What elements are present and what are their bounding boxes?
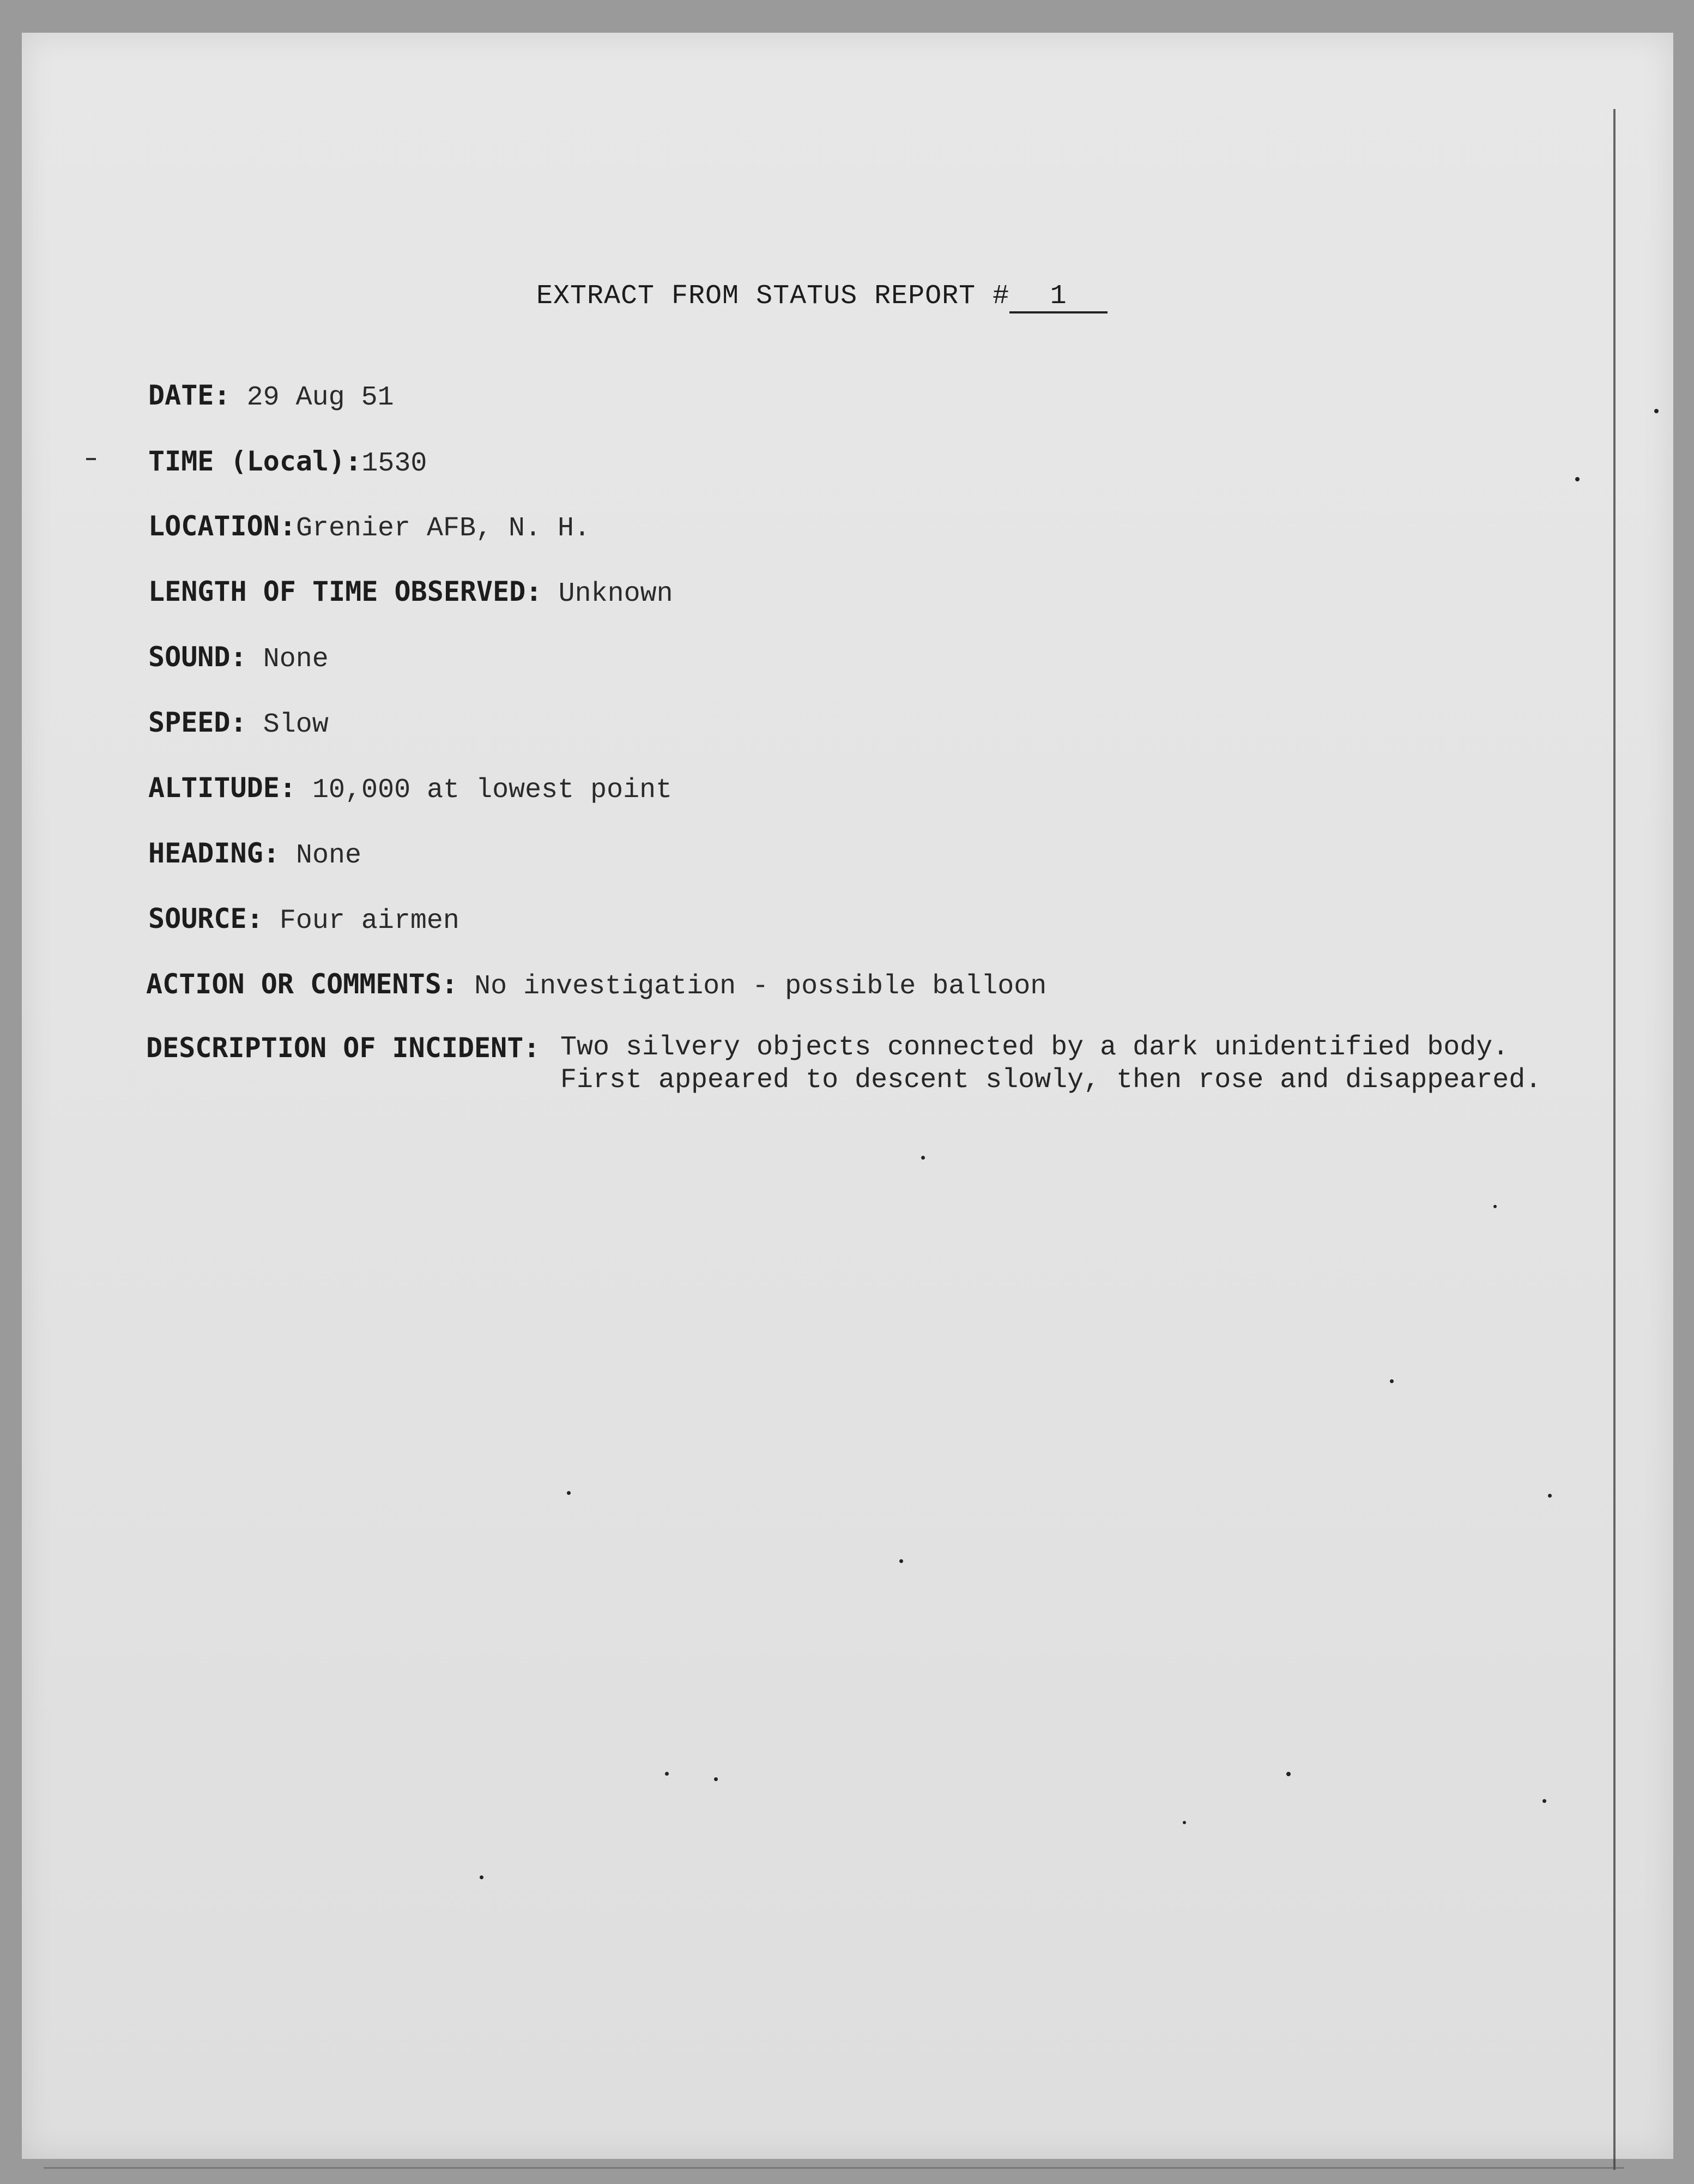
field-source	[148, 902, 459, 938]
margin-dash-mark	[86, 458, 96, 460]
scan-speck	[665, 1772, 669, 1776]
field-heading-label: HEADING:	[148, 837, 280, 869]
scan-speck	[1183, 1821, 1186, 1824]
field-time	[148, 445, 427, 480]
field-altitude	[148, 771, 672, 807]
field-altitude-label: ALTITUDE:	[148, 772, 296, 804]
field-altitude-value: 10,000 at lowest point	[312, 775, 673, 806]
field-length-of-time-label: LENGTH OF TIME OBSERVED:	[148, 576, 542, 607]
scan-speck	[714, 1777, 718, 1781]
description-label: DESCRIPTION OF INCIDENT:	[146, 1032, 540, 1064]
field-source-label: SOURCE:	[148, 903, 263, 934]
description-text	[560, 1031, 1541, 1097]
field-heading-value: None	[295, 840, 361, 871]
field-action-comments	[146, 968, 1046, 1003]
field-location-label: LOCATION:	[148, 510, 296, 542]
report-title-prefix: EXTRACT FROM STATUS REPORT #	[536, 281, 1010, 312]
field-length-of-time-value: Unknown	[558, 578, 673, 610]
document-page	[22, 33, 1673, 2159]
field-heading	[148, 837, 361, 872]
scan-speck	[1286, 1772, 1291, 1776]
field-source-value: Four airmen	[279, 906, 459, 937]
field-sound	[148, 641, 329, 676]
description-line-2: First appeared to descent slowly, then rose and disappeared.	[560, 1065, 1542, 1096]
field-location	[148, 510, 590, 545]
page-bottom-rule	[44, 2167, 1624, 2169]
field-sound-label: SOUND:	[148, 641, 247, 673]
field-date-value: 29 Aug 51	[246, 382, 394, 413]
scan-speck	[480, 1875, 483, 1879]
field-time-label: TIME (Local):	[148, 445, 362, 477]
scan-speck	[1390, 1379, 1394, 1383]
scan-speck	[1493, 1205, 1497, 1208]
report-number: 1	[1009, 282, 1108, 313]
scan-speck	[1542, 1799, 1546, 1803]
scan-speck	[1575, 477, 1580, 481]
scan-speck	[1548, 1494, 1552, 1498]
field-location-value: Grenier AFB, N. H.	[295, 513, 591, 544]
scan-speck	[899, 1559, 903, 1563]
field-date	[148, 379, 394, 414]
scan-speck	[1654, 409, 1659, 413]
scan-speck	[567, 1491, 571, 1495]
field-time-value: 1530	[361, 448, 427, 479]
field-date-label: DATE:	[148, 379, 231, 411]
field-speed	[148, 706, 329, 741]
field-speed-value: Slow	[263, 709, 329, 740]
field-action-comments-value: No investigation - possible balloon	[474, 971, 1047, 1002]
field-sound-value: None	[263, 644, 329, 675]
description-line-1: Two silvery objects connected by a dark unidentified body.	[560, 1032, 1509, 1063]
scan-speck	[921, 1156, 925, 1160]
field-action-comments-label: ACTION OR COMMENTS:	[146, 968, 458, 1000]
field-length-of-time	[148, 575, 673, 611]
page-edge-rule	[1613, 109, 1616, 2170]
report-title	[536, 281, 1108, 313]
field-speed-label: SPEED:	[148, 707, 247, 738]
